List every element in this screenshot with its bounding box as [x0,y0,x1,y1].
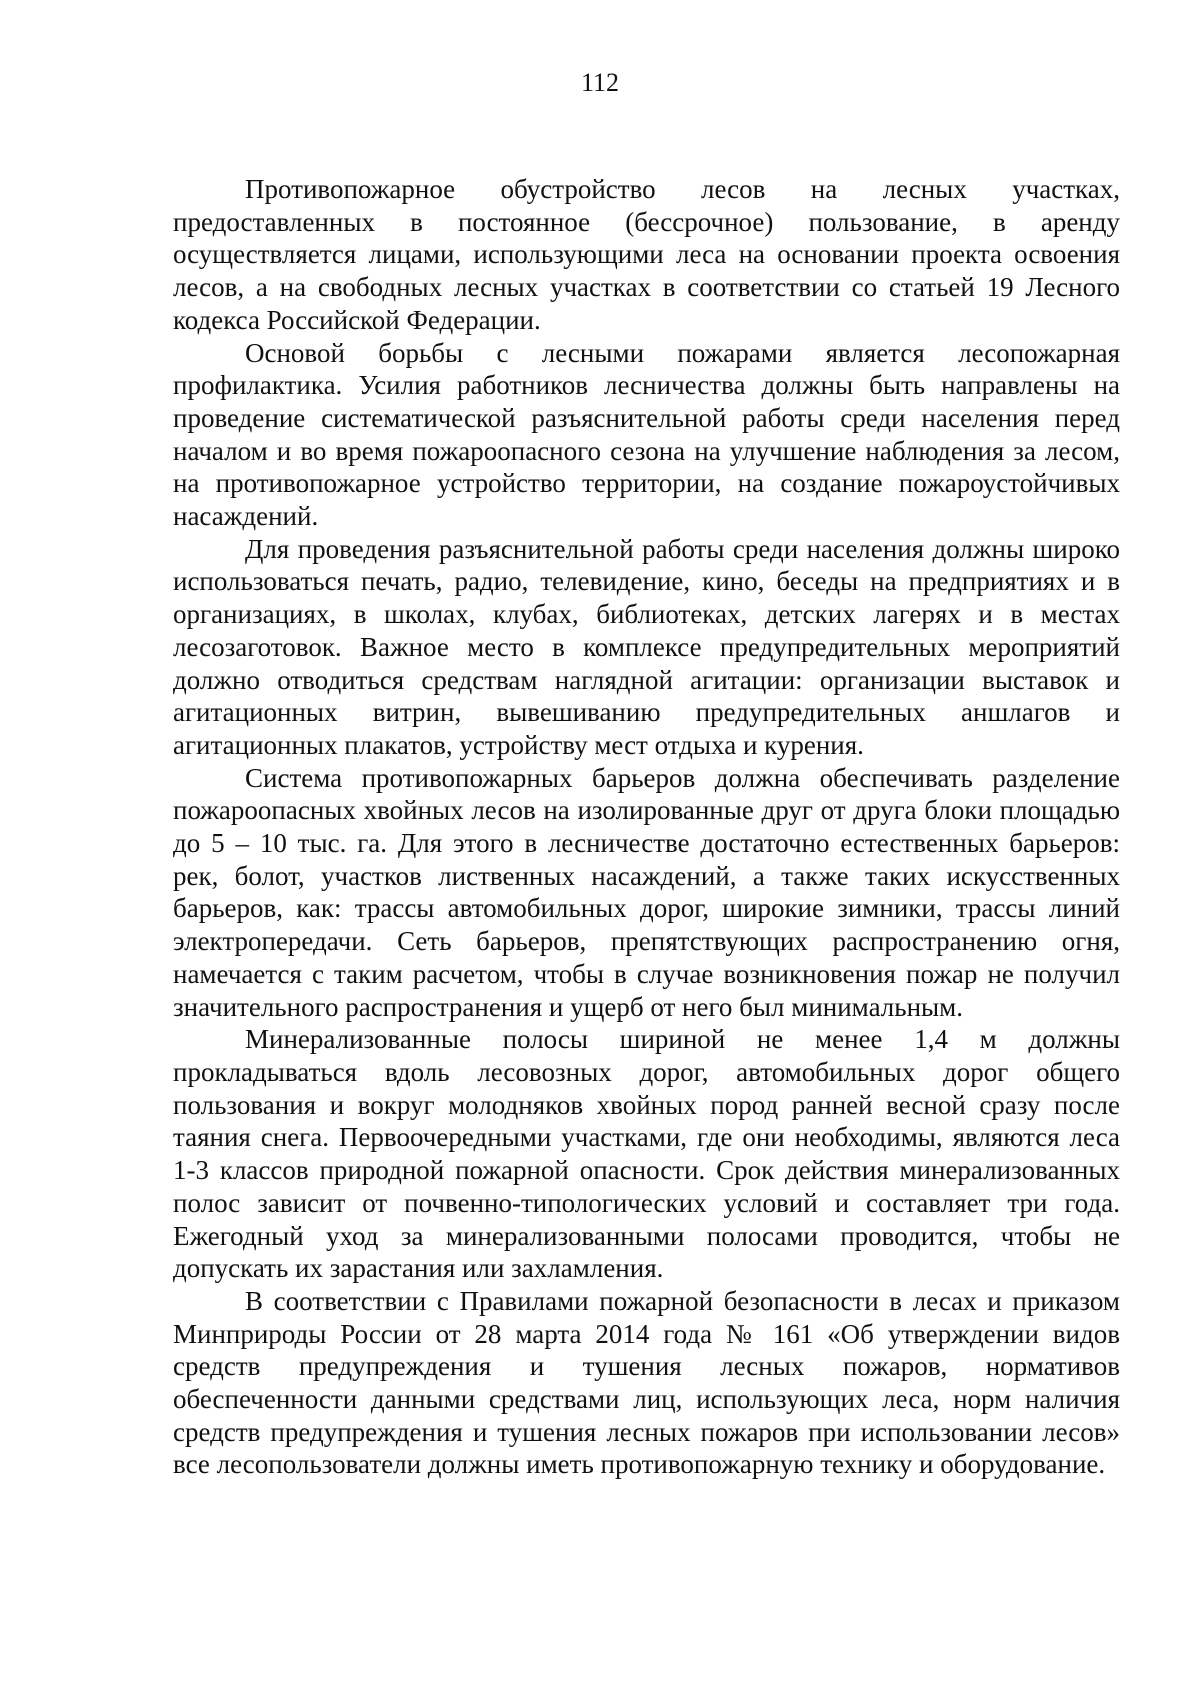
body-text [173,173,1120,1481]
paragraph-1: Противопожарное обустройство лесов на лесных участках, предоставленных в постоянное (бессрочное) пользование, в аренду осуществляется лицами, использующими леса на основании проекта освоения лесов, а на свободных лесных участках в соответствии со статьей 19 Лесного кодекса Российской Федерации. [173,174,1120,335]
paragraph-3: Для проведения разъяснительной работы среди населения должны широко использоваться печать, радио, телевидение, кино, беседы на предприятиях и в организациях, в школах, клубах, библиотеках, детских лагерях и в местах лесозаготовок. Важное место в комплексе предупредительных мероприятий должно отводиться средствам наглядной агитации: организации выставок и агитационных витрин, вывешиванию предупредительных аншлагов и агитационных плакатов, устройству мест отдыха и курения. [173,533,1120,760]
page-number: 112 [580,68,620,97]
paragraph-6: В соответствии с Правилами пожарной безопасности в лесах и приказом Минприроды России от 28 марта 2014 года № 161 «Об утверждении видов средств предупреждения и тушения лесных пожаров, нормативов обеспеченности данными средствами лиц, использующих леса, норм наличия средств предупреждения и тушения лесных пожаров при использовании лесов» все лесопользователи должны иметь противопожарную технику и оборудование. [173,1285,1120,1480]
paragraph-5: Минерализованные полосы шириной не менее 1,4 м должны прокладываться вдоль лесовозных дорог, автомобильных дорог общего пользования и вокруг молодняков хвойных пород ранней весной сразу после таяния снега. Первоочередными участками, где они необходимы, являются леса 1-3 классов природной пожарной опасности. Срок действия минерализованных полос зависит от почвенно-типологических условий и составляет три года. Ежегодный уход за минерализованными полосами проводится, чтобы не допускать их зарастания или захламления. [173,1024,1120,1284]
paragraph-2: Основой борьбы с лесными пожарами является лесопожарная профилактика. Усилия работников лесничества должны быть направлены на проведение систематической разъяснительной работы среди населения перед началом и во время пожароопасного сезона на улучшение наблюдения за лесом, на противопожарное устройство территории, на создание пожароустойчивых насаждений. [173,337,1120,532]
paragraph-4: Система противопожарных барьеров должна обеспечивать разделение пожароопасных хвойных лесов на изолированные друг от друга блоки площадью до 5 – 10 тыс. га. Для этого в лесничестве достаточно естественных барьеров: рек, болот, участков лиственных насаждений, а также таких искусственных барьеров, как: трассы автомобильных дорог, широкие зимники, трассы линий электропередачи. Сеть барьеров, препятствующих распространению огня, намечается с таким расчетом, чтобы в случае возникновения пожар не получил значительного распространения и ущерб от него был минимальным. [173,762,1120,1022]
